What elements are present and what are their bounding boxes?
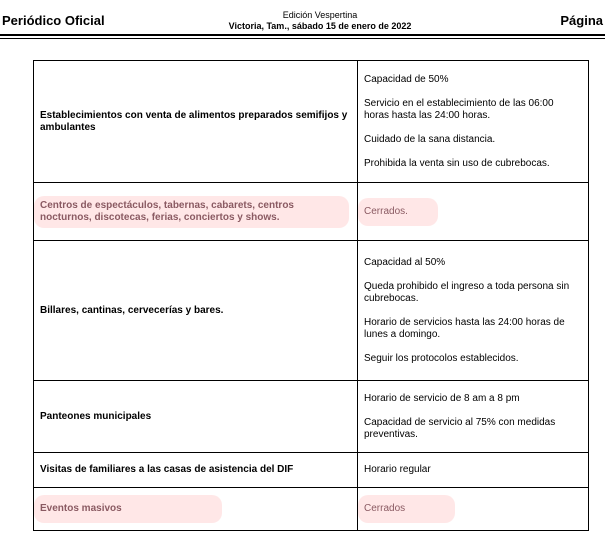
header-rule-thick — [0, 34, 605, 36]
measures-table — [33, 60, 589, 531]
measures-cell — [358, 183, 589, 241]
measures-cell — [358, 488, 589, 531]
measure-text: Queda prohibido el ingreso a toda persona sin cubrebocas. — [364, 280, 570, 304]
measure-text: Capacidad de 50% — [364, 73, 449, 85]
measure-text: Servicio en el establecimiento de las 06:00 horas hasta las 24:00 horas. — [364, 97, 554, 121]
measures-cell — [358, 453, 589, 488]
page-label: Página — [560, 13, 603, 28]
table-row — [34, 453, 589, 488]
category-cell — [34, 488, 358, 531]
edition-label: Edición Vespertina — [282, 10, 358, 20]
measure-text: Horario de servicio de 8 am a 8 pm — [364, 392, 520, 404]
table-row — [34, 61, 589, 183]
measure-text: Capacidad al 50% — [364, 256, 446, 268]
highlighted-category: Centros de espectáculos, tabernas, cabarets, centros nocturnos, discotecas, ferias, conciertos y shows. — [34, 196, 349, 228]
measure-text: Prohibida la venta sin uso de cubrebocas. — [364, 157, 550, 169]
measures-cell — [358, 241, 589, 381]
measure-text: Capacidad de servicio al 75% con medidas preventivas. — [364, 416, 556, 440]
page-header — [0, 0, 605, 40]
table-row-highlighted — [34, 183, 589, 241]
measure-text: Cuidado de la sana distancia. — [364, 133, 496, 145]
date-line: Victoria, Tam., sábado 15 de enero de 2022 — [228, 21, 412, 31]
edition-block — [170, 10, 470, 32]
category-cell: Billares, cantinas, cervecerías y bares. — [34, 241, 358, 381]
measures-cell — [358, 381, 589, 453]
publication-title: Periódico Oficial — [2, 13, 105, 28]
header-rule-thin — [0, 38, 605, 39]
highlighted-category: Eventos masivos — [34, 495, 222, 523]
highlighted-measure: Cerrados — [358, 495, 455, 523]
measure-text: Seguir los protocolos establecidos. — [364, 352, 519, 364]
measure-text: Horario regular — [364, 464, 431, 475]
category-cell: Visitas de familiares a las casas de asistencia del DIF — [34, 453, 358, 488]
table-row-highlighted — [34, 488, 589, 531]
highlighted-measure: Cerrados. — [358, 198, 438, 226]
table-row — [34, 381, 589, 453]
table-row — [34, 241, 589, 381]
category-cell — [34, 183, 358, 241]
measures-cell — [358, 61, 589, 183]
measure-text: Horario de servicios hasta las 24:00 horas de lunes a domingo. — [364, 316, 565, 340]
category-cell: Panteones municipales — [34, 381, 358, 453]
category-cell: Establecimientos con venta de alimentos preparados semifijos y ambulantes — [34, 61, 358, 183]
